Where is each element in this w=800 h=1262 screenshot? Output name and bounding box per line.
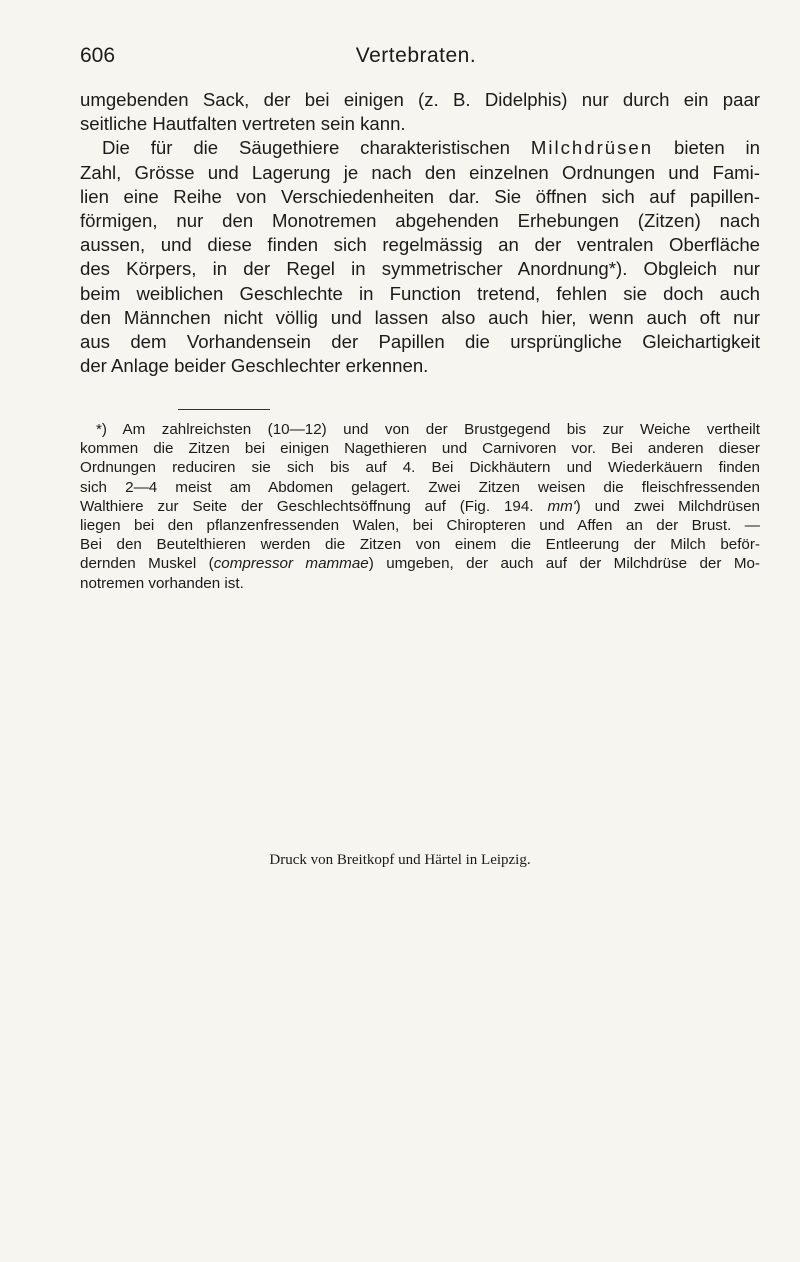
text-line: lien eine Reihe von Verschiedenheiten dar. Sie öffnen sich auf papillen-: [80, 185, 760, 207]
page-number: 606: [80, 44, 116, 67]
footnote-line: kommen die Zitzen bei einigen Nagethieren und Carnivoren vor. Bei anderen dieser: [80, 440, 760, 458]
text-line: aussen, und diese finden sich regelmässig an der ventralen Oberfläche: [80, 234, 760, 256]
figure-label: mm': [547, 497, 576, 515]
text-line: aus dem Vorhandensein der Papillen die ursprüngliche Gleichartigkeit: [80, 330, 760, 352]
text-line: Zahl, Grösse und Lagerung je nach den einzelnen Ordnungen und Fami-: [80, 161, 760, 183]
footnote-line: dernden Muskel (compressor mammae) umgeben, der auch auf der Milchdrüse der Mo-: [80, 555, 760, 573]
page-header: [80, 44, 752, 78]
footnote-divider: [178, 409, 270, 410]
footnote-line: notremen vorhanden ist.: [80, 574, 244, 592]
text-line: umgebenden Sack, der bei einigen (z. B. Didelphis) nur durch ein paar: [80, 89, 760, 110]
footnote-line: liegen bei den pflanzenfressenden Walen, bei Chiropteren und Affen an der Brust. —: [80, 516, 760, 534]
emphasized-term: Milchdrüsen: [530, 137, 654, 159]
text-line: förmigen, nur den Monotremen abgehenden Erhebungen (Zitzen) nach: [80, 209, 760, 231]
footnote-line: Ordnungen reduciren sie sich bis auf 4. Bei Dickhäutern und Wiederkäuern finden: [80, 459, 760, 477]
footnote-line: sich 2—4 meist am Abdomen gelagert. Zwei Zitzen weisen die fleischfressenden: [80, 478, 760, 496]
running-title: Vertebraten.: [355, 44, 477, 67]
text-line: seitliche Hautfalten vertreten sein kann.: [80, 113, 406, 135]
printer-imprint: Druck von Breitkopf und Härtel in Leipzig.: [269, 852, 531, 868]
footnote: [80, 420, 760, 593]
text-line: den Männchen nicht völlig und lassen also auch hier, wenn auch oft nur: [80, 306, 760, 328]
footnote-line: Bei den Beutelthieren werden die Zitzen von einem die Entleerung der Milch beför-: [80, 536, 760, 554]
text-line: der Anlage beider Geschlechter erkennen.: [80, 355, 429, 377]
text-line: des Körpers, in der Regel in symmetrischer Anordnung*). Obgleich nur: [80, 258, 760, 280]
text-line: Die für die Säugethiere charakteristischen Milchdrüsen bieten in: [102, 137, 760, 159]
text-line: beim weiblichen Geschlechte in Function tretend, fehlen sie doch auch: [80, 282, 760, 304]
body-text: [80, 88, 760, 378]
footnote-line: Walthiere zur Seite der Geschlechtsöffnung auf (Fig. 194. mm') und zwei Milchdrüsen: [80, 497, 760, 515]
latin-term: compressor mammae: [213, 555, 369, 573]
footnote-line: *) Am zahlreichsten (10—12) und von der Brustgegend bis zur Weiche vertheilt: [96, 421, 760, 438]
